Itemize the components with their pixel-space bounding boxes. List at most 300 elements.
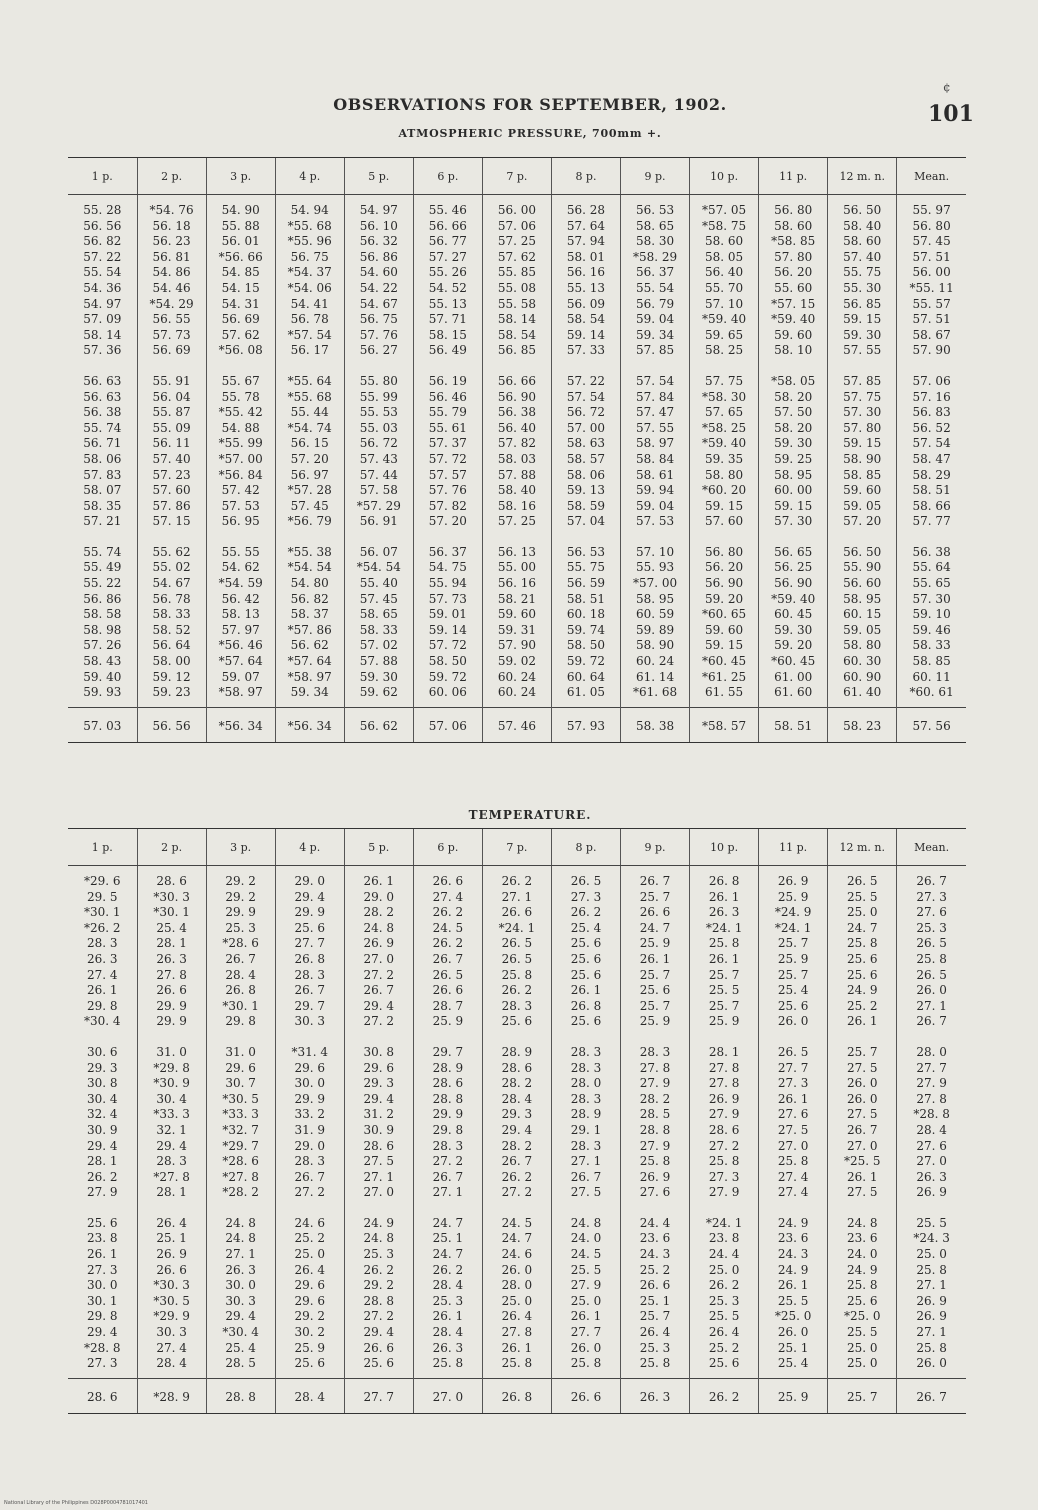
temperature-value: 26. 6: [156, 983, 187, 998]
temperature-day-group: [483, 1216, 551, 1372]
temperature-value: 27. 9: [916, 1076, 947, 1091]
pressure-day-group: [138, 374, 206, 530]
pressure-value: 58. 20: [774, 389, 813, 404]
pressure-value: 56. 59: [566, 576, 606, 591]
temperature-value: 25. 5: [916, 1215, 947, 1230]
temperature-value: 27. 4: [87, 967, 118, 982]
temperature-day-group: [690, 874, 758, 1030]
pressure-value: 58. 95: [635, 591, 675, 606]
pressure-value: 57. 09: [83, 312, 122, 327]
pressure-value: 59. 65: [705, 327, 744, 342]
temperature-value: 27. 3: [777, 1076, 809, 1091]
pressure-value: 54. 60: [359, 265, 398, 280]
temperature-value: 26. 2: [501, 874, 533, 888]
temperature-value: 26. 1: [846, 1169, 878, 1184]
pressure-value: 55. 02: [152, 560, 191, 575]
pressure-value: 56. 09: [566, 296, 606, 311]
pressure-value: 60. 06: [428, 685, 467, 700]
temperature-value: 25. 1: [639, 1293, 671, 1308]
pressure-value: 59. 15: [843, 436, 882, 451]
temperature-value: 28. 6: [501, 1060, 533, 1075]
temperature-value: 27. 2: [363, 967, 395, 982]
temperature-value: 24. 5: [570, 1247, 602, 1262]
pressure-value: 59. 14: [428, 622, 467, 637]
pressure-day-group: [414, 203, 482, 359]
temperature-value: 27. 7: [916, 1060, 947, 1075]
temperature-value: 25. 3: [708, 1293, 740, 1308]
pressure-value: 55. 74: [83, 544, 122, 559]
temperature-value: 30. 3: [294, 1014, 325, 1029]
pressure-value: 56. 66: [497, 373, 536, 388]
pressure-value: 57. 90: [497, 638, 536, 653]
temperature-day-group: [138, 874, 206, 1030]
temperature-value: *30. 5: [153, 1293, 190, 1308]
temperature-value: 28. 4: [432, 1325, 464, 1340]
pressure-value: *61. 25: [702, 669, 747, 684]
pressure-value: 56. 00: [497, 203, 536, 217]
pressure-value: 57. 82: [428, 498, 467, 513]
pressure-value: 55. 67: [221, 373, 260, 388]
pressure-mean-value: 58. 51: [759, 707, 828, 742]
pressure-value: 56. 27: [359, 343, 398, 358]
temperature-col-header: 8 p.: [551, 829, 620, 866]
temperature-value: 29. 6: [225, 1060, 256, 1075]
pressure-value: 56. 00: [912, 265, 951, 280]
temperature-day-group: [276, 874, 344, 1030]
temperature-value: 29. 8: [87, 998, 118, 1013]
pressure-value: 56. 85: [843, 296, 882, 311]
pressure-value: 58. 84: [635, 451, 675, 466]
pressure-value: 54. 86: [152, 265, 191, 280]
temperature-value: 27. 5: [846, 1060, 878, 1075]
pressure-value: 57. 62: [497, 249, 536, 264]
temperature-value: 25. 2: [708, 1340, 740, 1355]
temperature-value: 26. 1: [570, 983, 602, 998]
temperature-value: 26. 4: [501, 1309, 533, 1324]
temperature-value: 26. 3: [916, 1169, 947, 1184]
temperature-value: 27. 0: [846, 1138, 878, 1153]
temperature-column: [137, 866, 206, 1379]
temperature-value: 27. 6: [639, 1185, 671, 1200]
pressure-value: 55. 78: [221, 389, 260, 404]
temperature-day-group: [552, 874, 620, 1030]
temperature-value: 24. 4: [708, 1247, 740, 1262]
temperature-value: 30. 9: [363, 1122, 395, 1137]
pressure-value: *55. 64: [287, 373, 332, 388]
pressure-value: 58. 33: [912, 638, 951, 653]
pressure-value: 55. 53: [359, 405, 398, 420]
temperature-value: 26. 7: [225, 951, 256, 966]
pressure-value: 55. 60: [774, 280, 813, 295]
temperature-value: 28. 6: [708, 1122, 740, 1137]
temperature-value: 26. 2: [708, 1278, 740, 1293]
pressure-value: 54. 15: [221, 280, 260, 295]
temperature-value: 29. 6: [363, 1060, 395, 1075]
temperature-value: 25. 6: [294, 1356, 325, 1371]
temperature-value: 30. 6: [87, 1044, 118, 1059]
temperature-value: 26. 1: [777, 1278, 809, 1293]
pressure-value: *55. 42: [218, 405, 263, 420]
pressure-column: [897, 195, 966, 708]
pressure-value: 56. 81: [152, 249, 191, 264]
pressure-value: 59. 35: [705, 451, 744, 466]
temperature-value: 25. 7: [639, 1309, 671, 1324]
temperature-value: 26. 6: [432, 874, 464, 888]
pressure-value: 59. 60: [705, 622, 744, 637]
temperature-value: 29. 9: [156, 1014, 187, 1029]
pressure-value: 59. 89: [635, 622, 675, 637]
pressure-value: *58. 25: [702, 420, 747, 435]
temperature-value: 28. 3: [432, 1138, 464, 1153]
pressure-value: 59. 25: [774, 451, 813, 466]
temperature-value: 26. 1: [777, 1091, 809, 1106]
page-title: OBSERVATIONS FOR SEPTEMBER, 1902.: [333, 95, 727, 114]
pressure-value: 57. 20: [843, 514, 882, 529]
temperature-value: 28. 0: [501, 1278, 533, 1293]
temperature-value: 25. 6: [570, 967, 602, 982]
pressure-value: 61. 55: [705, 685, 744, 700]
temperature-value: *30. 4: [222, 1325, 259, 1340]
temperature-value: *24. 1: [705, 1215, 743, 1230]
pressure-value: *59. 40: [771, 591, 816, 606]
temperature-value: 25. 8: [501, 967, 533, 982]
temperature-value: 25. 9: [777, 889, 809, 904]
pressure-value: 57. 80: [774, 249, 813, 264]
pressure-col-header: 10 p.: [690, 158, 759, 195]
pressure-value: 60. 18: [566, 607, 606, 622]
temperature-value: 26. 6: [432, 983, 464, 998]
pressure-value: 57. 20: [290, 451, 329, 466]
temperature-value: 25. 8: [916, 1340, 947, 1355]
pressure-value: 57. 71: [428, 312, 467, 327]
temperature-value: 28. 6: [363, 1138, 395, 1153]
pressure-value: 58. 95: [843, 591, 882, 606]
pressure-value: 57. 36: [83, 343, 122, 358]
temperature-value: 26. 5: [846, 874, 878, 888]
pressure-value: *60. 61: [909, 685, 954, 700]
temperature-day-group: [828, 874, 896, 1030]
temperature-value: 26. 9: [916, 1293, 947, 1308]
temperature-mean-value: 26. 3: [621, 1378, 690, 1413]
temperature-value: 29. 2: [225, 874, 256, 888]
temperature-value: *24. 1: [705, 920, 743, 935]
temperature-value: 27. 2: [294, 1185, 325, 1200]
temperature-value: 27. 0: [363, 1185, 395, 1200]
temperature-value: 25. 6: [570, 936, 602, 951]
pressure-day-group: [621, 374, 689, 530]
pressure-day-group: [897, 374, 966, 530]
temperature-value: 25. 4: [570, 920, 602, 935]
temperature-value: 28. 7: [432, 998, 464, 1013]
pressure-column: [413, 195, 482, 708]
temperature-day-group: [345, 1045, 413, 1201]
pressure-value: 57. 82: [497, 436, 536, 451]
pressure-value: 57. 02: [359, 638, 398, 653]
pressure-value: 59. 30: [774, 622, 813, 637]
pressure-value: 59. 13: [566, 483, 606, 498]
pressure-value: 57. 16: [912, 389, 951, 404]
pressure-value: 54. 80: [290, 576, 329, 591]
temperature-mean-value: 25. 9: [759, 1378, 828, 1413]
pressure-value: 57. 42: [221, 483, 260, 498]
pressure-value: 55. 08: [497, 280, 536, 295]
pressure-value: 57. 15: [152, 514, 191, 529]
pressure-mean-row: [68, 707, 966, 742]
pressure-value: 56. 91: [359, 514, 398, 529]
pressure-value: 58. 03: [497, 451, 536, 466]
pressure-col-header: Mean.: [897, 158, 966, 195]
pressure-value: 55. 28: [83, 203, 122, 217]
pressure-column: [137, 195, 206, 708]
temperature-mean-value: 28. 8: [206, 1378, 275, 1413]
pressure-value: 56. 97: [290, 467, 329, 482]
pressure-value: 60. 00: [774, 483, 813, 498]
pressure-day-group: [414, 374, 482, 530]
temperature-value: 27. 6: [916, 1138, 947, 1153]
temperature-value: 27. 1: [916, 1278, 947, 1293]
pressure-day-group: [276, 203, 344, 359]
temperature-day-group: [690, 1045, 758, 1201]
temperature-value: 27. 5: [777, 1122, 809, 1137]
temperature-value: 26. 8: [570, 998, 602, 1013]
pressure-day-group: [552, 203, 620, 359]
pressure-mean-value: 57. 46: [482, 707, 551, 742]
temperature-value: *28. 8: [84, 1340, 121, 1355]
pressure-value: 54. 75: [428, 560, 467, 575]
temperature-day-group: [759, 1045, 827, 1201]
temperature-value: *29. 8: [153, 1060, 190, 1075]
pressure-value: *55. 99: [218, 436, 263, 451]
pressure-value: 56. 60: [843, 576, 882, 591]
temperature-value: 27. 1: [225, 1247, 256, 1262]
temperature-col-header: 2 p.: [137, 829, 206, 866]
pressure-value: 55. 03: [359, 420, 398, 435]
pressure-value: 58. 33: [152, 607, 191, 622]
pressure-value: *58. 05: [771, 373, 816, 388]
temperature-value: 29. 4: [363, 998, 395, 1013]
temperature-value: 25. 6: [846, 967, 878, 982]
temperature-value: 27. 2: [708, 1138, 740, 1153]
temperature-value: 25. 0: [501, 1293, 533, 1308]
pressure-value: 59. 20: [705, 591, 744, 606]
temperature-value: 29. 9: [294, 1091, 325, 1106]
temperature-value: 24. 0: [570, 1231, 602, 1246]
pressure-value: 59. 10: [912, 607, 951, 622]
temperature-mean-value: 28. 4: [275, 1378, 344, 1413]
pressure-day-group: [483, 545, 551, 701]
temperature-value: 26. 7: [639, 874, 671, 888]
pressure-value: 59. 23: [152, 685, 191, 700]
pressure-value: 58. 05: [705, 249, 744, 264]
pressure-value: 55. 99: [359, 389, 398, 404]
pressure-value: 55. 85: [497, 265, 536, 280]
temperature-day-group: [68, 1216, 137, 1372]
pressure-value: 56. 18: [152, 218, 191, 233]
temperature-value: 25. 8: [639, 1356, 671, 1371]
pressure-value: 55. 75: [566, 560, 606, 575]
temperature-value: 28. 3: [570, 1060, 602, 1075]
temperature-value: *33. 3: [153, 1107, 190, 1122]
pressure-value: 56. 85: [497, 343, 536, 358]
temperature-value: 25. 0: [294, 1247, 325, 1262]
pressure-value: 56. 16: [497, 576, 536, 591]
temperature-value: 24. 8: [363, 920, 395, 935]
temperature-value: 27. 2: [501, 1185, 533, 1200]
pressure-value: 57. 45: [359, 591, 398, 606]
pressure-value: 55. 62: [152, 544, 191, 559]
pressure-value: 57. 75: [843, 389, 882, 404]
temperature-column: [206, 866, 275, 1379]
pressure-day-group: [138, 203, 206, 359]
temperature-value: 30. 1: [87, 1293, 118, 1308]
temperature-value: 24. 8: [225, 1231, 256, 1246]
pressure-value: 57. 23: [152, 467, 191, 482]
temperature-value: *25. 0: [774, 1309, 812, 1324]
temperature-value: *27. 8: [153, 1169, 190, 1184]
pressure-day-group: [68, 374, 137, 530]
pressure-value: 56. 07: [359, 544, 398, 559]
temperature-day-group: [414, 1216, 482, 1372]
temperature-value: 25. 8: [777, 1154, 809, 1169]
temperature-value: 27. 1: [432, 1185, 464, 1200]
temperature-value: 29. 6: [294, 1278, 325, 1293]
pressure-value: 57. 53: [635, 514, 675, 529]
temperature-day-group: [138, 1216, 206, 1372]
pressure-value: 59. 74: [566, 622, 606, 637]
pressure-value: 56. 82: [83, 234, 122, 249]
temperature-value: 24. 8: [225, 1215, 256, 1230]
temperature-value: 25. 8: [432, 1356, 464, 1371]
pressure-value: 59. 04: [635, 498, 675, 513]
pressure-day-group: [759, 374, 827, 530]
temperature-value: *32. 7: [222, 1122, 259, 1137]
temperature-value: 27. 3: [87, 1262, 118, 1277]
pressure-value: 56. 20: [774, 265, 813, 280]
temperature-value: 28. 0: [570, 1076, 602, 1091]
temperature-value: 28. 1: [156, 1185, 187, 1200]
temperature-value: 25. 8: [846, 1278, 878, 1293]
temperature-day-group: [552, 1045, 620, 1201]
pressure-value: 54. 67: [152, 576, 191, 591]
temperature-value: 26. 1: [501, 1340, 533, 1355]
pressure-value: 57. 22: [566, 373, 606, 388]
pressure-value: 60. 45: [774, 607, 813, 622]
pressure-value: 56. 19: [428, 373, 467, 388]
pressure-value: 57. 30: [843, 405, 882, 420]
temperature-value: 24. 8: [363, 1231, 395, 1246]
pressure-value: 56. 80: [705, 544, 744, 559]
temperature-value: 25. 6: [708, 1356, 740, 1371]
pressure-value: 56. 37: [635, 265, 675, 280]
pressure-value: 58. 15: [428, 327, 467, 342]
pressure-value: *55. 38: [287, 544, 332, 559]
temperature-value: *24. 1: [498, 920, 536, 935]
temperature-column: [68, 866, 137, 1379]
pressure-value: 57. 10: [705, 296, 744, 311]
temperature-value: 28. 4: [432, 1278, 464, 1293]
temperature-value: 24. 5: [501, 1215, 533, 1230]
temperature-mean-value: 27. 7: [344, 1378, 413, 1413]
pressure-value: 56. 38: [83, 405, 122, 420]
pressure-col-header: 12 m. n.: [828, 158, 897, 195]
temperature-value: 27. 9: [708, 1185, 740, 1200]
temperature-value: 28. 3: [570, 1044, 602, 1059]
temperature-value: 29. 0: [294, 1138, 325, 1153]
pressure-value: 59. 15: [774, 498, 813, 513]
pressure-value: 55. 54: [635, 280, 675, 295]
temperature-column: [759, 866, 828, 1379]
pressure-value: *56. 66: [218, 249, 263, 264]
pressure-value: *58. 85: [771, 234, 816, 249]
temperature-value: 23. 6: [777, 1231, 809, 1246]
temperature-value: 29. 2: [294, 1309, 325, 1324]
pressure-value: 56. 72: [359, 436, 398, 451]
pressure-value: 56. 28: [566, 203, 606, 217]
temperature-value: 27. 0: [916, 1154, 947, 1169]
temperature-value: 26. 5: [501, 951, 533, 966]
pressure-value: 55. 13: [428, 296, 467, 311]
temperature-value: 26. 0: [777, 1325, 809, 1340]
pressure-value: 61. 14: [635, 669, 675, 684]
pressure-column: [275, 195, 344, 708]
temperature-day-group: [345, 1216, 413, 1372]
temperature-value: 24. 9: [846, 983, 878, 998]
pressure-value: *56. 08: [218, 343, 263, 358]
temperature-value: 26. 3: [432, 1340, 464, 1355]
pressure-value: *57. 29: [356, 498, 401, 513]
pressure-value: *55. 96: [287, 234, 332, 249]
pressure-value: 59. 15: [705, 498, 744, 513]
temperature-value: 27. 5: [846, 1185, 878, 1200]
temperature-value: 26. 2: [432, 905, 464, 920]
temperature-value: *33. 3: [222, 1107, 259, 1122]
temperature-value: 26. 7: [432, 951, 464, 966]
temperature-column: [828, 866, 897, 1379]
temperature-value: 27. 2: [363, 1014, 395, 1029]
pressure-value: 56. 53: [635, 203, 675, 217]
pressure-value: 59. 46: [912, 622, 951, 637]
temperature-value: 30. 0: [87, 1278, 118, 1293]
pressure-value: 55. 94: [428, 576, 467, 591]
pressure-value: 58. 90: [635, 638, 675, 653]
pressure-value: 56. 52: [912, 420, 951, 435]
pressure-value: 54. 31: [221, 296, 260, 311]
pressure-day-group: [759, 545, 827, 701]
pressure-day-group: [690, 374, 758, 530]
temperature-value: 26. 4: [708, 1325, 740, 1340]
pressure-value: 58. 06: [83, 451, 122, 466]
temperature-day-group: [276, 1045, 344, 1201]
pressure-value: *60. 45: [702, 654, 747, 669]
temperature-value: 29. 5: [87, 889, 118, 904]
temperature-value: 26. 7: [570, 1169, 602, 1184]
temperature-value: 25. 3: [432, 1293, 464, 1308]
pressure-value: 57. 06: [497, 218, 536, 233]
temperature-value: 26. 1: [363, 874, 395, 888]
pressure-value: 59. 72: [566, 654, 606, 669]
pressure-value: 57. 22: [83, 249, 122, 264]
temperature-value: 27. 9: [570, 1278, 602, 1293]
pressure-value: 56. 80: [774, 203, 813, 217]
temperature-value: 26. 2: [432, 1262, 464, 1277]
pressure-value: 60. 59: [635, 607, 675, 622]
temperature-value: *30. 3: [153, 889, 190, 904]
temperature-value: *28. 6: [222, 1154, 259, 1169]
temperature-value: 25. 7: [639, 889, 671, 904]
pressure-day-group: [828, 203, 896, 359]
pressure-value: 58. 43: [83, 654, 122, 669]
pressure-value: 59. 30: [843, 327, 882, 342]
